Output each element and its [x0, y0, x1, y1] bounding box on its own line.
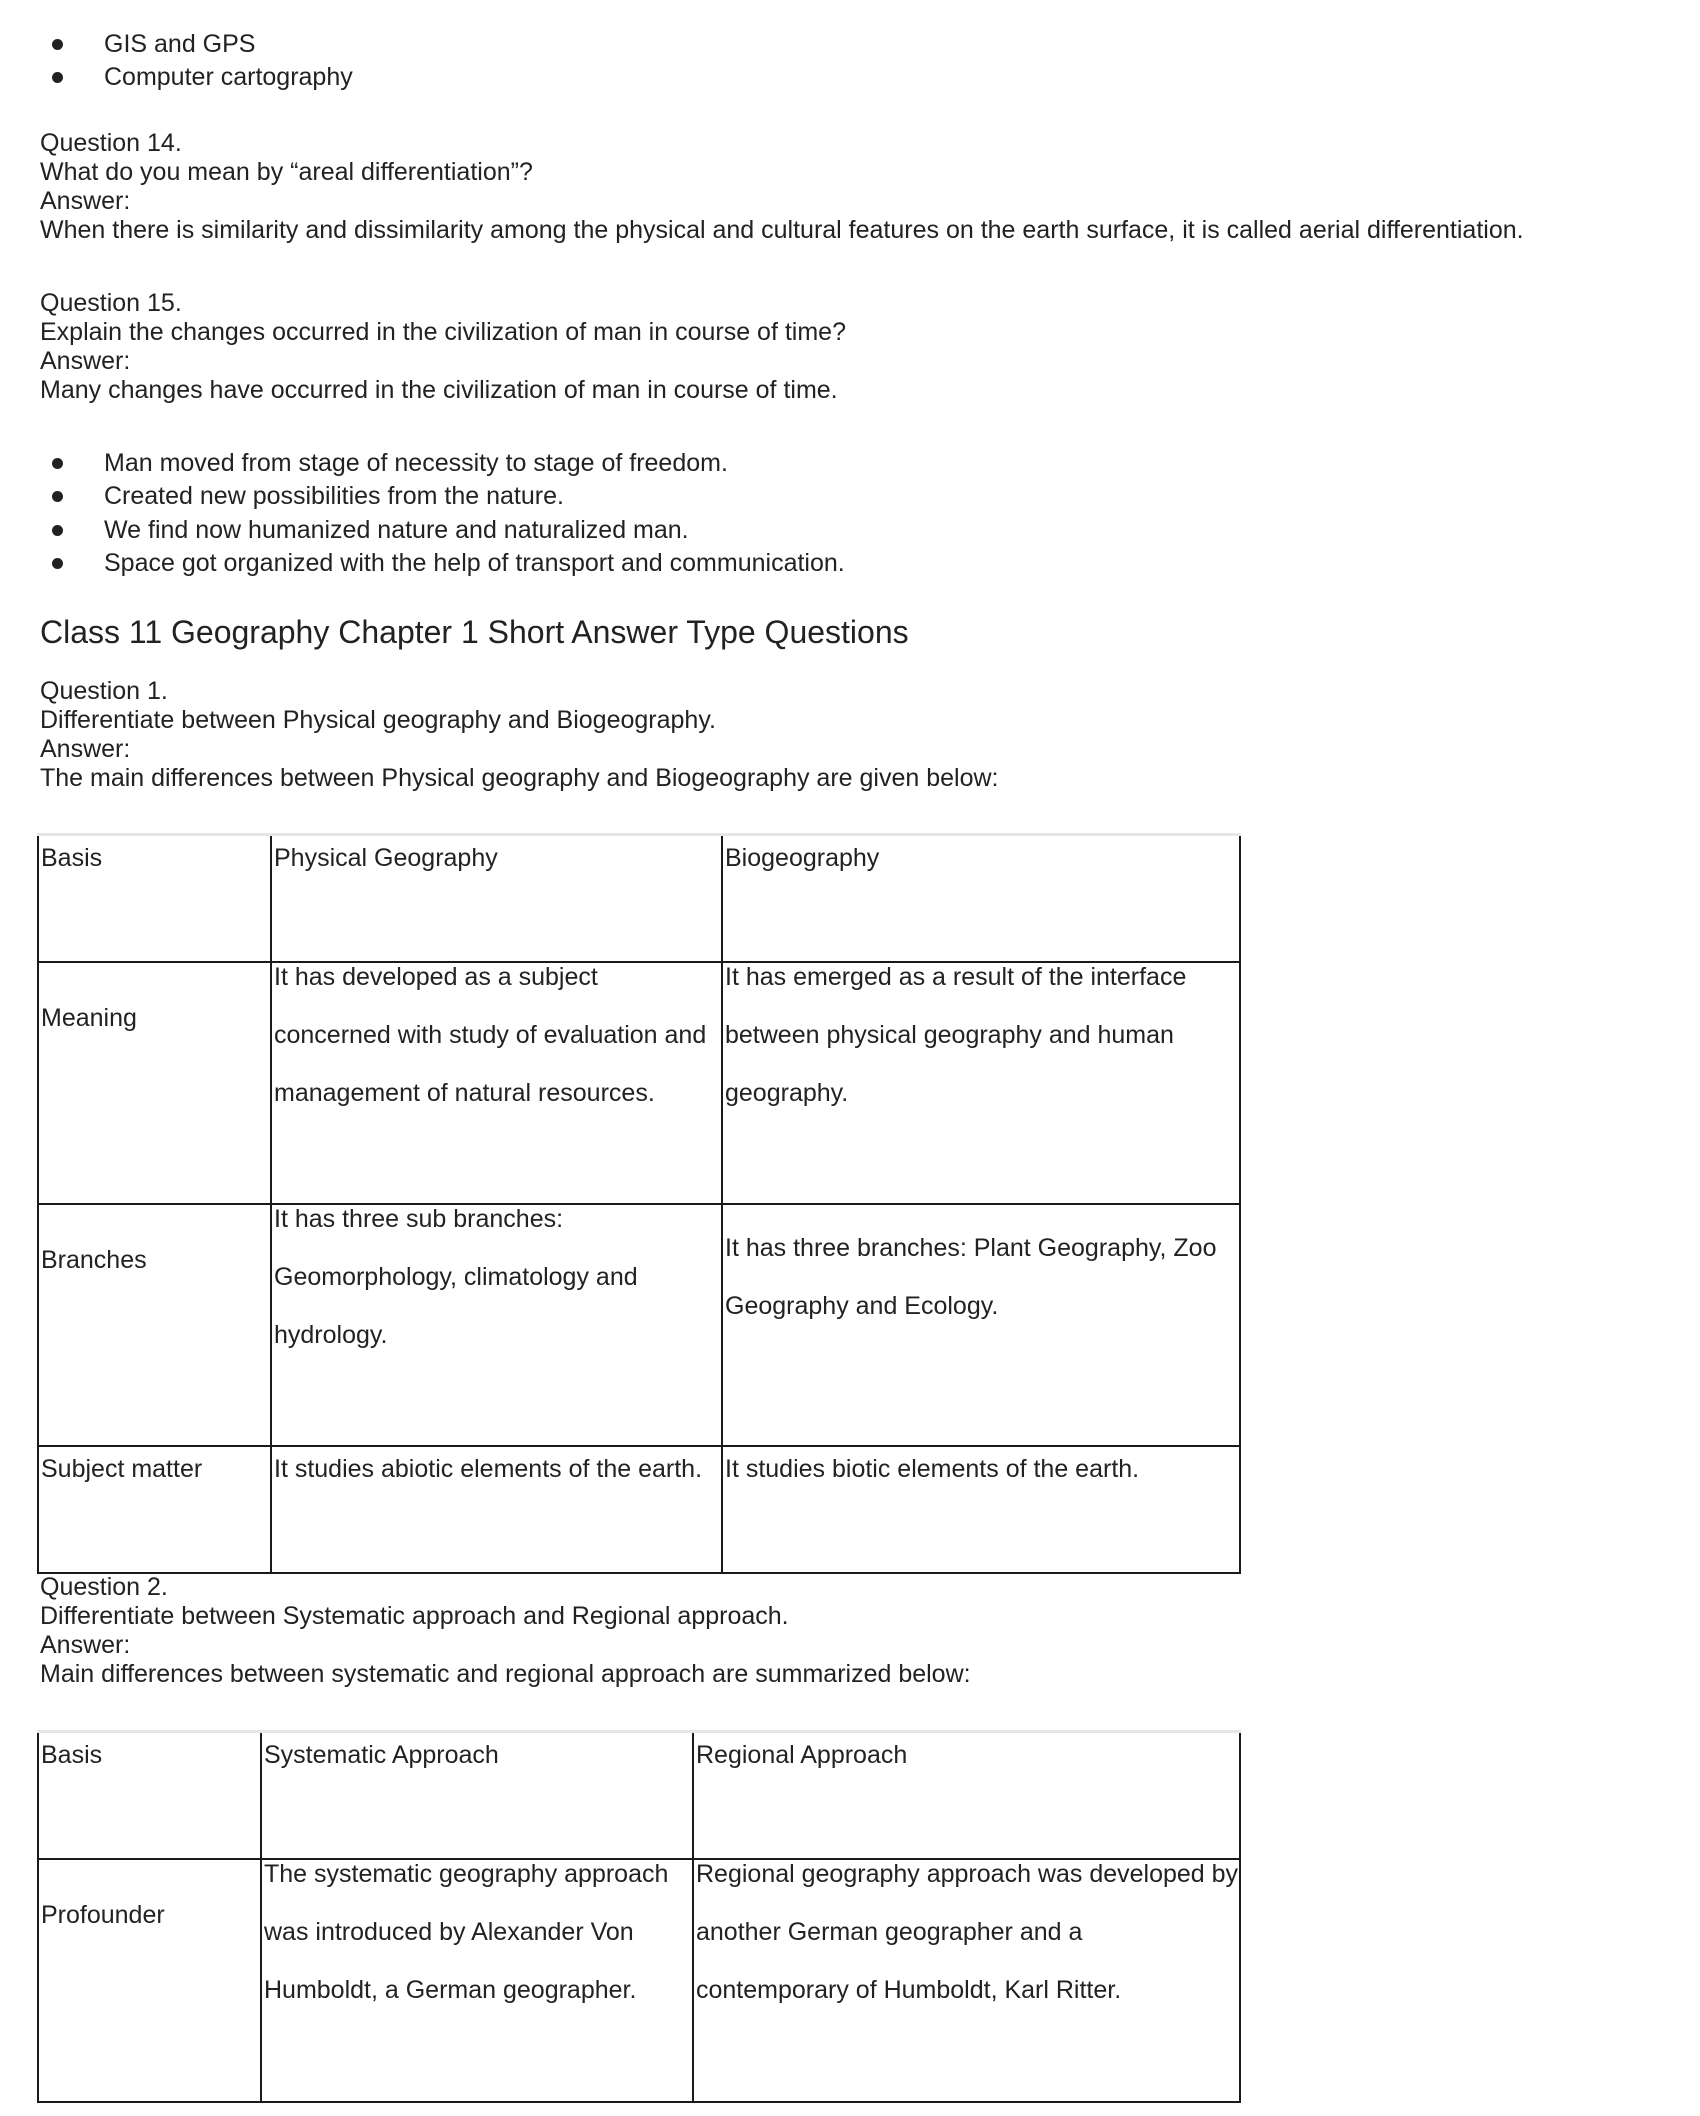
question-text: Explain the changes occurred in the civilization of man in course of time?: [40, 318, 846, 346]
cell-text: It has developed as a subject concerned with study of evaluation and management of natural resources.: [274, 962, 707, 1107]
answer-label: Answer:: [40, 1631, 131, 1659]
section-heading: Class 11 Geography Chapter 1 Short Answer Type Questions: [40, 614, 909, 650]
answer-text: The main differences between Physical geography and Biogeography are given below:: [40, 764, 999, 792]
cell-text: Regional geography approach was developed by another German geographer and a contemporary of Humboldt, Karl Ritter.: [696, 1859, 1239, 2004]
table-cell: [722, 962, 1240, 1204]
table-cell-basis: [38, 1446, 271, 1573]
table-header-cell: [271, 835, 722, 962]
header-regional-approach: Regional Approach: [696, 1741, 908, 1769]
answer-label: Answer:: [40, 187, 131, 215]
question-label: Question 1.: [40, 677, 168, 705]
table-cell: [271, 962, 722, 1204]
question-label: Question 14.: [40, 129, 182, 157]
answer-label: Answer:: [40, 735, 131, 763]
cell-text: It studies abiotic elements of the earth.: [274, 1454, 703, 1483]
header-basis: Basis: [41, 844, 103, 872]
bullet-icon: [52, 558, 63, 569]
cell-text: The systematic geography approach was introduced by Alexander Von Humboldt, a German geographer.: [264, 1859, 669, 2004]
bullet-icon: [52, 491, 63, 502]
table-row: [38, 1446, 1240, 1573]
list-item: Computer cartography: [104, 63, 353, 91]
table-cell: [693, 1859, 1240, 2102]
answer-text: Main differences between systematic and regional approach are summarized below:: [40, 1660, 971, 1688]
question-label: Question 15.: [40, 289, 182, 317]
list-item: Created new possibilities from the nature.: [104, 482, 564, 510]
table-header-cell: [38, 1732, 261, 1859]
table-header-cell: [693, 1732, 1240, 1859]
header-physical-geography: Physical Geography: [274, 844, 498, 872]
question-text: Differentiate between Physical geography and Biogeography.: [40, 706, 716, 734]
table-cell: [271, 1446, 722, 1573]
list-item: Man moved from stage of necessity to stage of freedom.: [104, 449, 728, 477]
row-label: Branches: [41, 1245, 147, 1274]
comparison-table-approaches: [37, 1730, 1241, 2103]
cell-text: It studies biotic elements of the earth.: [725, 1454, 1140, 1483]
table-cell-basis: [38, 1204, 271, 1446]
table-cell: [261, 1859, 693, 2102]
answer-text: When there is similarity and dissimilarity among the physical and cultural features on the earth surface, it is called aerial differentiation.: [40, 216, 1524, 244]
comparison-table-physical-bio: [37, 833, 1241, 1574]
table-cell: [722, 1204, 1240, 1446]
table-header-cell: [261, 1732, 693, 1859]
table-row: [38, 1859, 1240, 2102]
table-cell: [271, 1204, 722, 1446]
cell-text: It has emerged as a result of the interface between physical geography and human geography.: [725, 962, 1187, 1107]
table-cell-basis: [38, 962, 271, 1204]
table-cell: [722, 1446, 1240, 1573]
question-text: What do you mean by “areal differentiation”?: [40, 158, 533, 186]
header-basis: Basis: [41, 1741, 103, 1769]
bullet-icon: [52, 525, 63, 536]
table-header-row: [38, 1732, 1240, 1859]
row-label: Profounder: [41, 1900, 165, 1929]
header-systematic-approach: Systematic Approach: [264, 1741, 499, 1769]
bullet-icon: [52, 72, 63, 83]
cell-text: It has three sub branches: Geomorphology, climatology and hydrology.: [274, 1204, 638, 1349]
table-header-cell: [38, 835, 271, 962]
bullet-icon: [52, 39, 63, 50]
answer-text: Many changes have occurred in the civilization of man in course of time.: [40, 376, 838, 404]
list-item: GIS and GPS: [104, 30, 256, 58]
table-header-row: [38, 835, 1240, 962]
table-row: [38, 962, 1240, 1204]
cell-text: It has three branches: Plant Geography, Zoo Geography and Ecology.: [725, 1233, 1217, 1320]
row-label: Meaning: [41, 1003, 137, 1032]
answer-label: Answer:: [40, 347, 131, 375]
header-biogeography: Biogeography: [725, 844, 880, 872]
table-cell-basis: [38, 1859, 261, 2102]
table-row: [38, 1204, 1240, 1446]
list-item: Space got organized with the help of transport and communication.: [104, 549, 845, 577]
row-label: Subject matter: [41, 1454, 203, 1483]
bullet-icon: [52, 458, 63, 469]
list-item: We find now humanized nature and naturalized man.: [104, 516, 689, 544]
question-text: Differentiate between Systematic approach and Regional approach.: [40, 1602, 789, 1630]
question-label: Question 2.: [40, 1573, 168, 1601]
table-header-cell: [722, 835, 1240, 962]
